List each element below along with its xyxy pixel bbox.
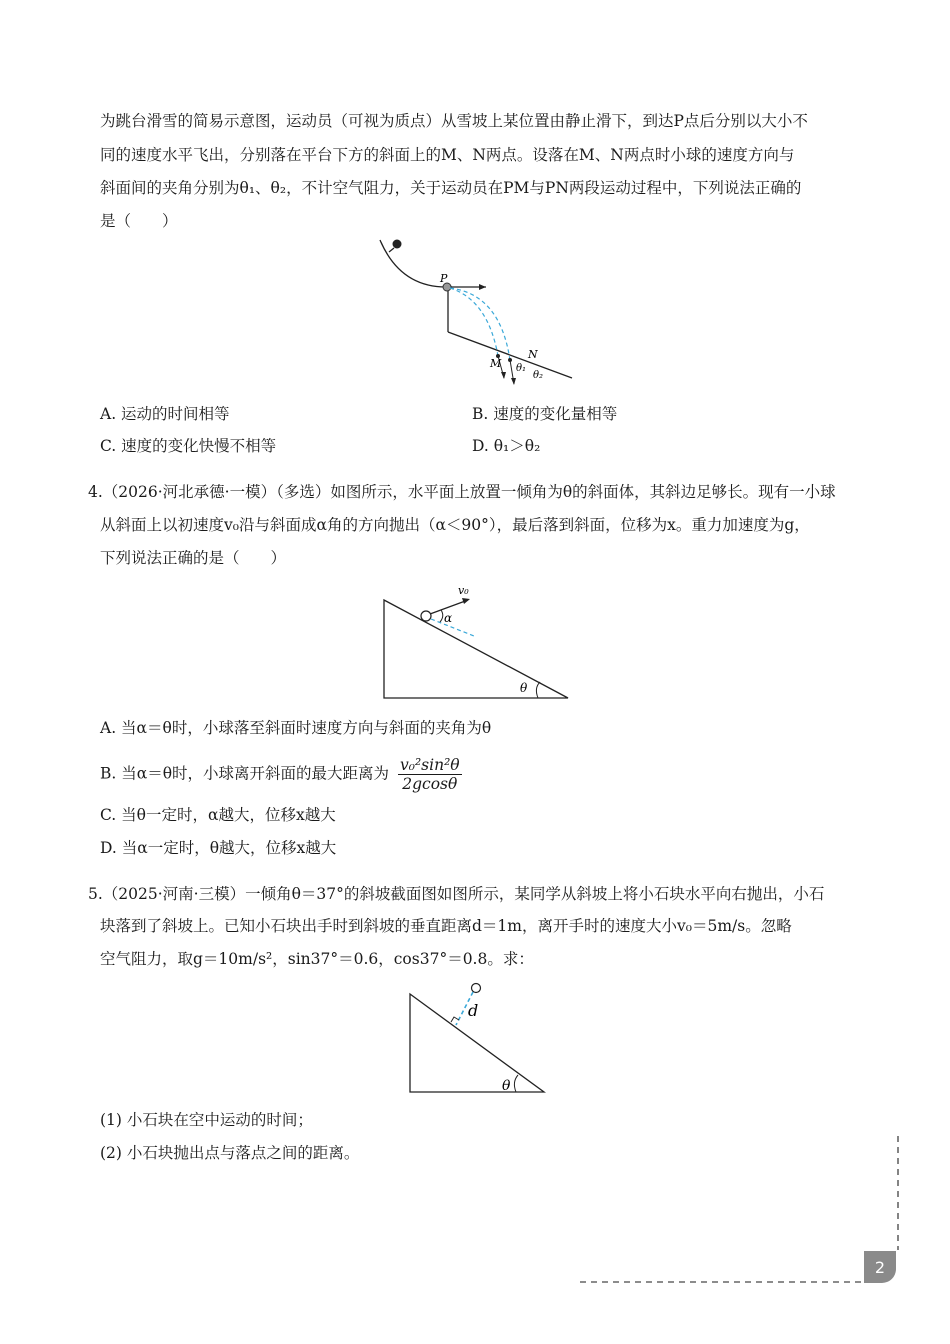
slope-extension	[431, 619, 474, 636]
page-dashed-border	[570, 1130, 910, 1290]
q5-line-3: 空气阻力，取g＝10m/s²，sin37°＝0.6，cos37°＝0.8。求：	[100, 950, 534, 968]
incline-surface	[448, 332, 572, 378]
ski-jump-figure	[370, 232, 580, 387]
slope-stone-figure	[404, 980, 549, 1098]
incline-triangle	[384, 600, 568, 698]
skier-icon	[393, 240, 402, 249]
label-n: N	[528, 348, 538, 361]
label-theta: θ	[520, 681, 528, 695]
label-d: d	[468, 1001, 479, 1020]
label-theta2: θ₂	[533, 370, 544, 381]
q4-option-c: C. 当θ一定时，α越大，位移x越大	[100, 806, 336, 824]
incline-ball-figure	[378, 578, 578, 703]
q4-option-b	[100, 756, 462, 793]
label-p: P	[440, 272, 448, 285]
q5-sub-2: (2) 小石块抛出点与落点之间的距离。	[100, 1144, 360, 1162]
q4-line-1: 4.（2026·河北承德·一模）（多选）如图所示，水平面上放置一倾角为θ的斜面体，其斜边足够长。现有一小球	[88, 483, 836, 501]
q3-option-a: A. 运动的时间相等	[100, 405, 230, 423]
q4-line-2: 从斜面上以初速度v₀沿与斜面成α角的方向抛出（α＜90°），最后落到斜面，位移为x。重力加速度为g，	[100, 516, 810, 534]
label-theta: θ	[502, 1078, 511, 1094]
q3-option-d: D. θ₁＞θ₂	[472, 437, 541, 455]
label-v0: v₀	[458, 584, 469, 597]
trajectory-m	[450, 288, 498, 356]
q4-line-3: 下列说法正确的是（ ）	[100, 549, 287, 567]
q4-option-b-text: B. 当α＝θ时，小球离开斜面的最大距离为	[100, 764, 390, 783]
q3-line-1: 为跳台滑雪的简易示意图，运动员（可视为质点）从雪坡上某位置由静止滑下，到达P点后分别以大小不	[100, 112, 808, 130]
q3-option-c: C. 速度的变化快慢不相等	[100, 437, 277, 455]
stone	[472, 984, 481, 993]
q5-line-1: 5.（2025·河南·三模）一倾角θ＝37°的斜坡截面图如图所示，某同学从斜坡上将小石块水平向右抛出，小石	[88, 885, 825, 903]
label-m: M	[490, 357, 502, 370]
q4-option-a: A. 当α＝θ时，小球落至斜面时速度方向与斜面的夹角为θ	[100, 719, 492, 737]
q3-line-3: 斜面间的夹角分别为θ₁、θ₂，不计空气阻力，关于运动员在PM与PN两段运动过程中，下列说法正确的	[100, 179, 802, 197]
q3-option-b: B. 速度的变化量相等	[472, 405, 618, 423]
page-number: 2	[864, 1251, 896, 1283]
fraction-denominator: 2gcosθ	[402, 775, 458, 793]
label-alpha: α	[444, 611, 453, 625]
snow-slope	[380, 240, 446, 287]
velocity-arrow-icon	[462, 598, 470, 604]
right-angle-mark	[451, 1017, 459, 1022]
fraction-numerator: v₀²sin²θ	[399, 756, 460, 774]
max-distance-fraction	[398, 756, 462, 793]
ball	[421, 611, 431, 621]
trajectory-n	[450, 288, 510, 360]
q4-option-d: D. 当α一定时，θ越大，位移x越大	[100, 839, 337, 857]
q3-line-2: 同的速度水平飞出，分别落在平台下方的斜面上的M、N两点。设落在M、N两点时小球的速度方向与	[100, 146, 795, 164]
q5-sub-1: (1) 小石块在空中运动的时间；	[100, 1111, 313, 1129]
q5-line-2: 块落到了斜坡上。已知小石块出手时到斜坡的垂直距离d＝1m，离开手时的速度大小v₀＝5m/s。忽略	[100, 917, 792, 935]
velocity-arrow-icon	[479, 284, 486, 290]
q3-line-4: 是（ ）	[100, 212, 178, 230]
label-theta1: θ₁	[516, 363, 527, 374]
